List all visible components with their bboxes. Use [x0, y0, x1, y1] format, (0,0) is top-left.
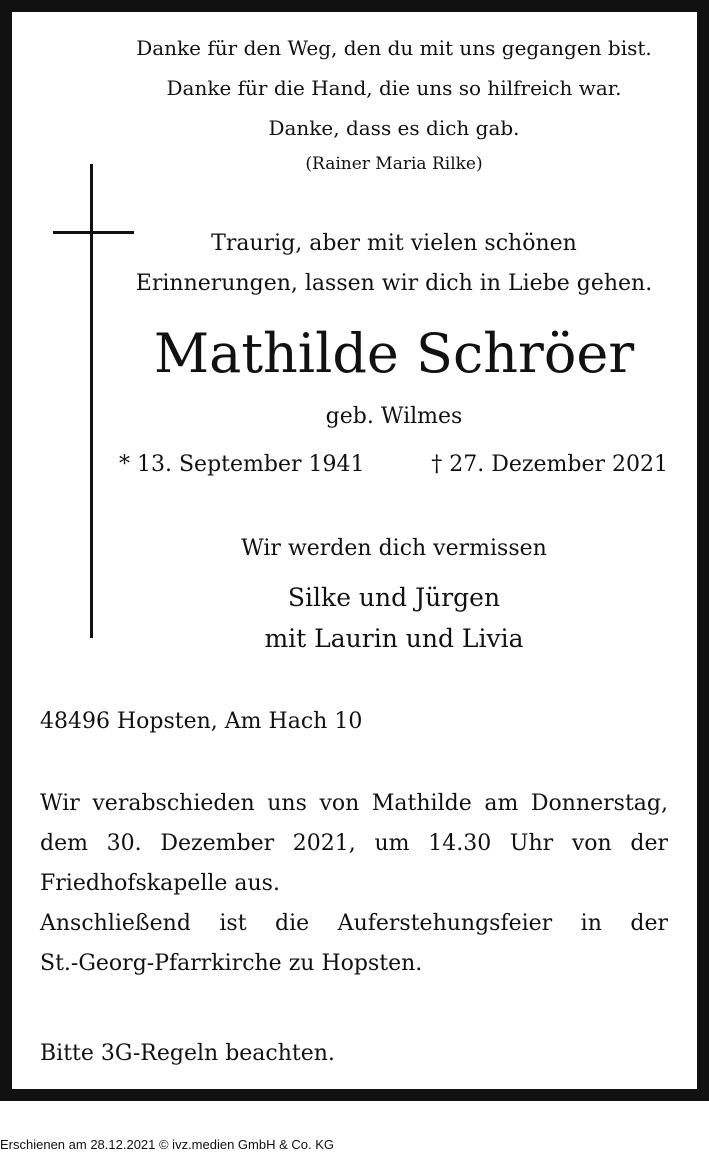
birth-date: * 13. September 1941	[119, 452, 365, 477]
service-line-4: Anschließend ist die Auferstehungsfeier in der	[40, 911, 668, 936]
note: Bitte 3G-Regeln beachten.	[40, 1041, 335, 1066]
poem-line-1: Danke für den Weg, den du mit uns gegangen bist.	[136, 36, 652, 60]
service-line-1: Wir verabschieden uns von Mathilde am Donnerstag,	[40, 791, 668, 816]
intro-line-1: Traurig, aber mit vielen schönen	[211, 231, 577, 256]
mourners-line-2: mit Laurin und Livia	[264, 624, 524, 653]
mourners-line-1: Silke und Jürgen	[287, 583, 501, 612]
maiden-name: geb. Wilmes	[325, 404, 463, 429]
intro-line-2: Erinnerungen, lassen wir dich in Liebe gehen.	[135, 271, 653, 296]
deceased-name: Mathilde Schröer	[153, 322, 635, 385]
service-line-2: dem 30. Dezember 2021, um 14.30 Uhr von der	[40, 831, 668, 856]
poem-line-2: Danke für die Hand, die uns so hilfreich war.	[166, 76, 622, 100]
poem-line-3: Danke, dass es dich gab.	[268, 116, 520, 140]
service-info	[40, 784, 668, 984]
address: 48496 Hopsten, Am Hach 10	[40, 709, 363, 734]
death-date: † 27. Dezember 2021	[431, 452, 668, 477]
cross-icon	[90, 164, 93, 638]
poem-author: (Rainer Maria Rilke)	[305, 154, 483, 174]
service-line-3: Friedhofskapelle aus.	[40, 871, 280, 896]
mourners-intro: Wir werden dich vermissen	[241, 536, 547, 561]
publication-footer: Erschienen am 28.12.2021 © ivz.medien GmbH & Co. KG	[0, 1137, 335, 1152]
service-line-5: St.-Georg-Pfarrkirche zu Hopsten.	[40, 951, 423, 976]
